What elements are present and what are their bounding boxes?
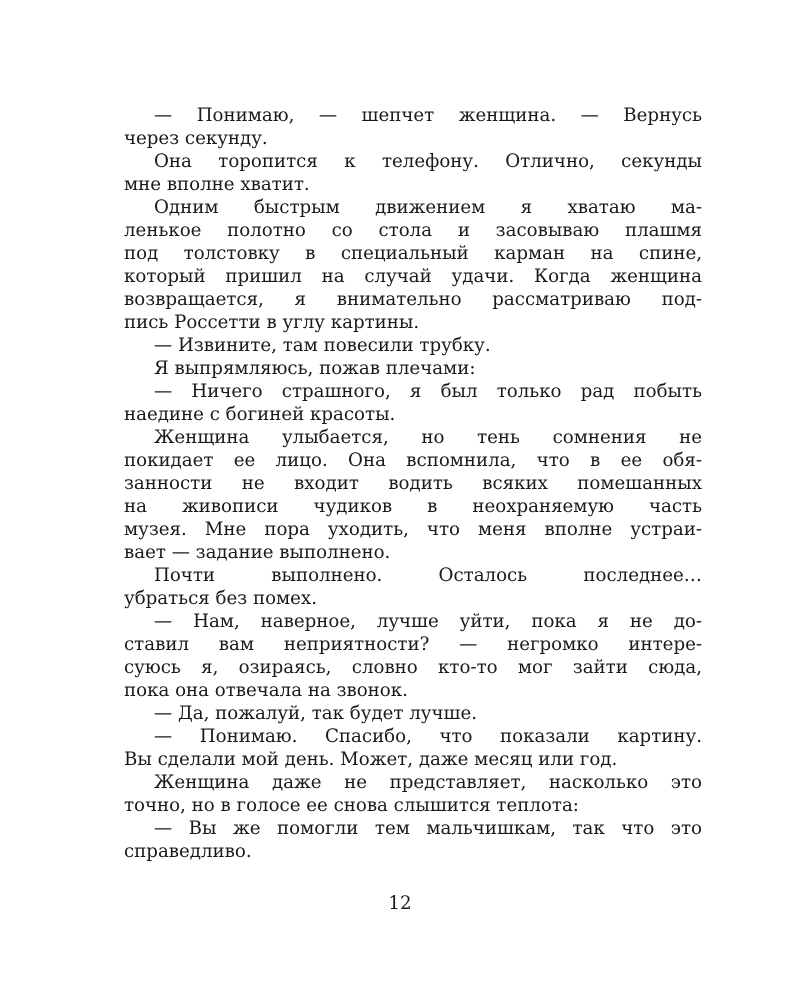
text-line: — Ничего страшного, я был только рад побыть [154, 381, 702, 402]
text-line: под толстовку в специальный карман на спине, [124, 243, 702, 264]
text-line: возвращается, я внимательно рассматриваю под- [124, 289, 702, 310]
text-line: ленькое полотно со стола и засовываю плашмя [124, 220, 702, 241]
paragraph [124, 817, 702, 863]
text-line: Я выпрямляюсь, пожав плечами: [154, 358, 476, 379]
text-line: мне вполне хватит. [124, 174, 310, 195]
text-line: Почти выполнено. Осталось последнее… [154, 565, 702, 586]
text-line: который пришил на случай удачи. Когда женщина [124, 266, 702, 287]
text-line: музея. Мне пора уходить, что меня вполне устраи- [124, 519, 702, 540]
text-line: — Да, пожалуй, так будет лучше. [154, 703, 477, 724]
text-line: покидает ее лицо. Она вспомнила, что в ее обя- [124, 450, 702, 471]
text-line: наедине с богиней красоты. [124, 404, 396, 425]
text-line: — Извините, там повесили трубку. [154, 335, 491, 356]
text-line: занности не входит водить всяких помешанных [124, 473, 702, 494]
text-line: справедливо. [124, 841, 252, 862]
paragraph [124, 380, 702, 426]
page-number: 12 [388, 893, 412, 914]
text-line: Женщина даже не представляет, насколько это [154, 772, 702, 793]
paragraph [124, 357, 702, 380]
paragraph [124, 610, 702, 702]
text-line: — Понимаю, — шепчет женщина. — Вернусь [154, 105, 702, 126]
text-line: пока она отвечала на звонок. [124, 680, 408, 701]
paragraph [124, 196, 702, 334]
paragraph [124, 702, 702, 725]
paragraph [124, 426, 702, 564]
text-line: Она торопится к телефону. Отлично, секунды [154, 151, 702, 172]
text-line: убраться без помех. [124, 588, 317, 609]
paragraph [124, 771, 702, 817]
paragraph [124, 150, 702, 196]
text-line: ставил вам неприятности? — негромко интере- [124, 634, 702, 655]
book-page-text [124, 104, 702, 863]
text-line: на живописи чудиков в неохраняемую часть [124, 496, 702, 517]
paragraph [124, 334, 702, 357]
text-line: через секунду. [124, 128, 268, 149]
text-line: точно, но в голосе ее снова слышится теплота: [124, 795, 579, 816]
paragraph [124, 725, 702, 771]
text-line: — Понимаю. Спасибо, что показали картину. [154, 726, 702, 747]
text-line: Вы сделали мой день. Может, даже месяц или год. [124, 749, 618, 770]
text-line: — Вы же помогли тем мальчишкам, так что это [154, 818, 702, 839]
text-line: пись Россетти в углу картины. [124, 312, 420, 333]
text-line: — Нам, наверное, лучше уйти, пока я не до- [154, 611, 702, 632]
text-line: Одним быстрым движением я хватаю ма- [154, 197, 702, 218]
text-line: Женщина улыбается, но тень сомнения не [154, 427, 702, 448]
text-line: суюсь я, озираясь, словно кто-то мог зайти сюда, [124, 657, 702, 678]
paragraph [124, 564, 702, 610]
paragraph [124, 104, 702, 150]
text-line: вает — задание выполнено. [124, 542, 391, 563]
